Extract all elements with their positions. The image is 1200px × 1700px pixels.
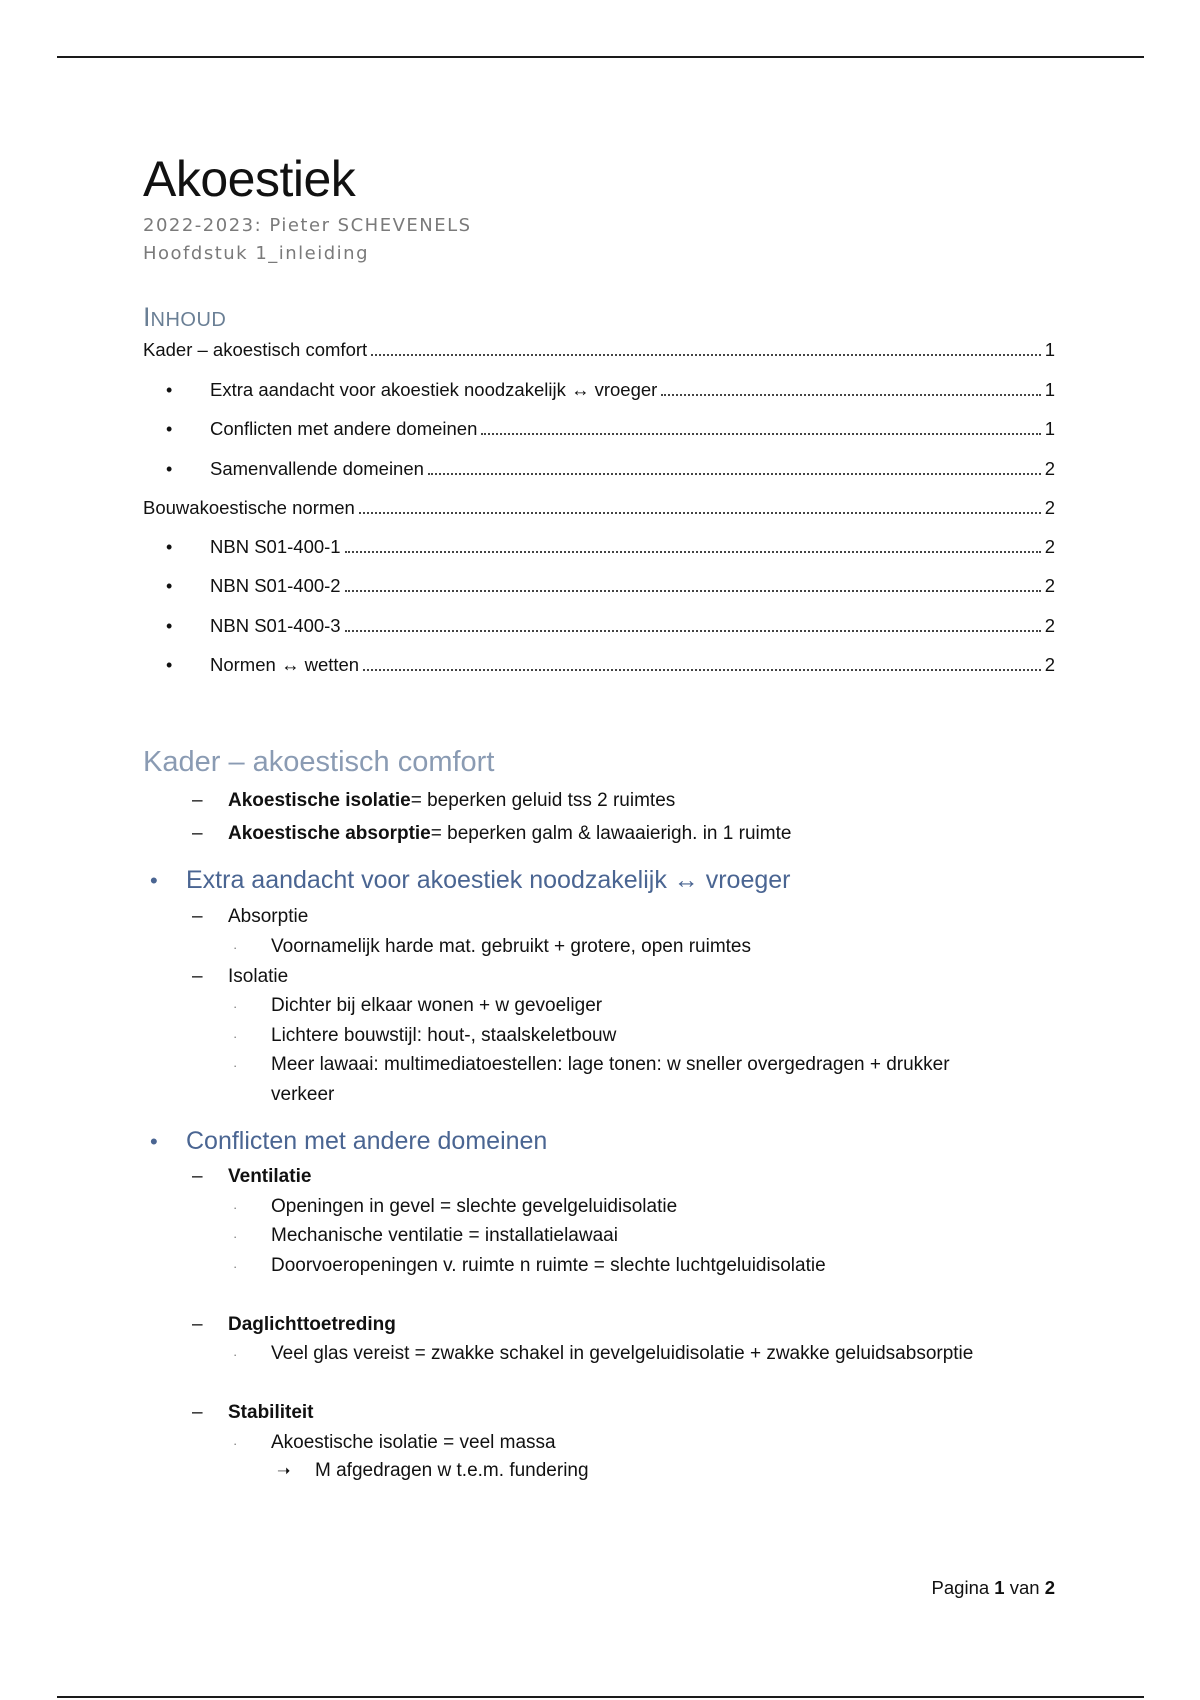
toc-entry[interactable]: • NBN S01-400-2 2 <box>166 575 1055 596</box>
document-subtitle-chapter: Hoofdstuk 1_inleiding <box>143 243 370 264</box>
footer-rule <box>57 1696 1144 1698</box>
list-item: ➝ M afgedragen w t.e.m. fundering <box>277 1460 589 1481</box>
section-heading-conflicten: • Conflicten met andere domeinen <box>150 1127 548 1155</box>
list-item: · Meer lawaai: multimediatoestellen: lage tonen: w sneller overgedragen + drukker <box>233 1054 950 1075</box>
list-item: – Daglichttoetreding <box>192 1314 396 1335</box>
toc-entry[interactable]: • NBN S01-400-3 2 <box>166 615 1055 636</box>
toc-entry[interactable]: • Samenvallende domeinen 2 <box>166 458 1055 479</box>
list-item: – Akoestische isolatie = beperken geluid tss 2 ruimtes <box>192 790 676 811</box>
list-item: – Stabiliteit <box>192 1402 314 1423</box>
toc-heading: INHOUD <box>143 302 227 332</box>
section-heading-extra: • Extra aandacht voor akoestiek noodzakelijk ↔ vroeger <box>150 866 791 894</box>
list-item: · Lichtere bouwstijl: hout-, staalskeletbouw <box>233 1025 617 1046</box>
toc-entry[interactable]: Bouwakoestische normen 2 <box>143 497 1055 518</box>
list-item: – Akoestische absorptie = beperken galm & lawaaierigh. in 1 ruimte <box>192 823 792 844</box>
list-item-continuation: verkeer <box>271 1084 335 1105</box>
header-rule <box>57 56 1144 58</box>
list-item: – Isolatie <box>192 966 289 987</box>
list-item: · Doorvoeropeningen v. ruimte n ruimte = slechte luchtgeluidisolatie <box>233 1255 826 1276</box>
list-item: · Openingen in gevel = slechte gevelgeluidisolatie <box>233 1196 678 1217</box>
list-item: · Akoestische isolatie = veel massa <box>233 1432 556 1453</box>
page-number: Pagina 1 van 2 <box>931 1577 1055 1598</box>
arrow-icon: ➝ <box>277 1463 291 1480</box>
list-item: – Ventilatie <box>192 1166 312 1187</box>
toc-entry[interactable]: • Extra aandacht voor akoestiek noodzakelijk ↔ vroeger 1 <box>166 379 1055 400</box>
section-heading-kader: Kader – akoestisch comfort <box>143 746 495 778</box>
list-item: · Dichter bij elkaar wonen + w gevoeliger <box>233 995 603 1016</box>
document-title: Akoestiek <box>143 151 356 207</box>
list-item: · Voornamelijk harde mat. gebruikt + grotere, open ruimtes <box>233 936 752 957</box>
toc-entry[interactable]: • Normen ↔ wetten 2 <box>166 654 1055 675</box>
document-subtitle-author: 2022-2023: Pieter SCHEVENELS <box>143 215 472 236</box>
list-item: · Veel glas vereist = zwakke schakel in gevelgeluidisolatie + zwakke geluidsabsorptie <box>233 1343 974 1364</box>
toc-entry[interactable]: Kader – akoestisch comfort 1 <box>143 339 1055 360</box>
list-item: – Absorptie <box>192 906 309 927</box>
list-item: · Mechanische ventilatie = installatielawaai <box>233 1225 618 1246</box>
toc-entry[interactable]: • NBN S01-400-1 2 <box>166 536 1055 557</box>
toc-entry[interactable]: • Conflicten met andere domeinen 1 <box>166 418 1055 439</box>
